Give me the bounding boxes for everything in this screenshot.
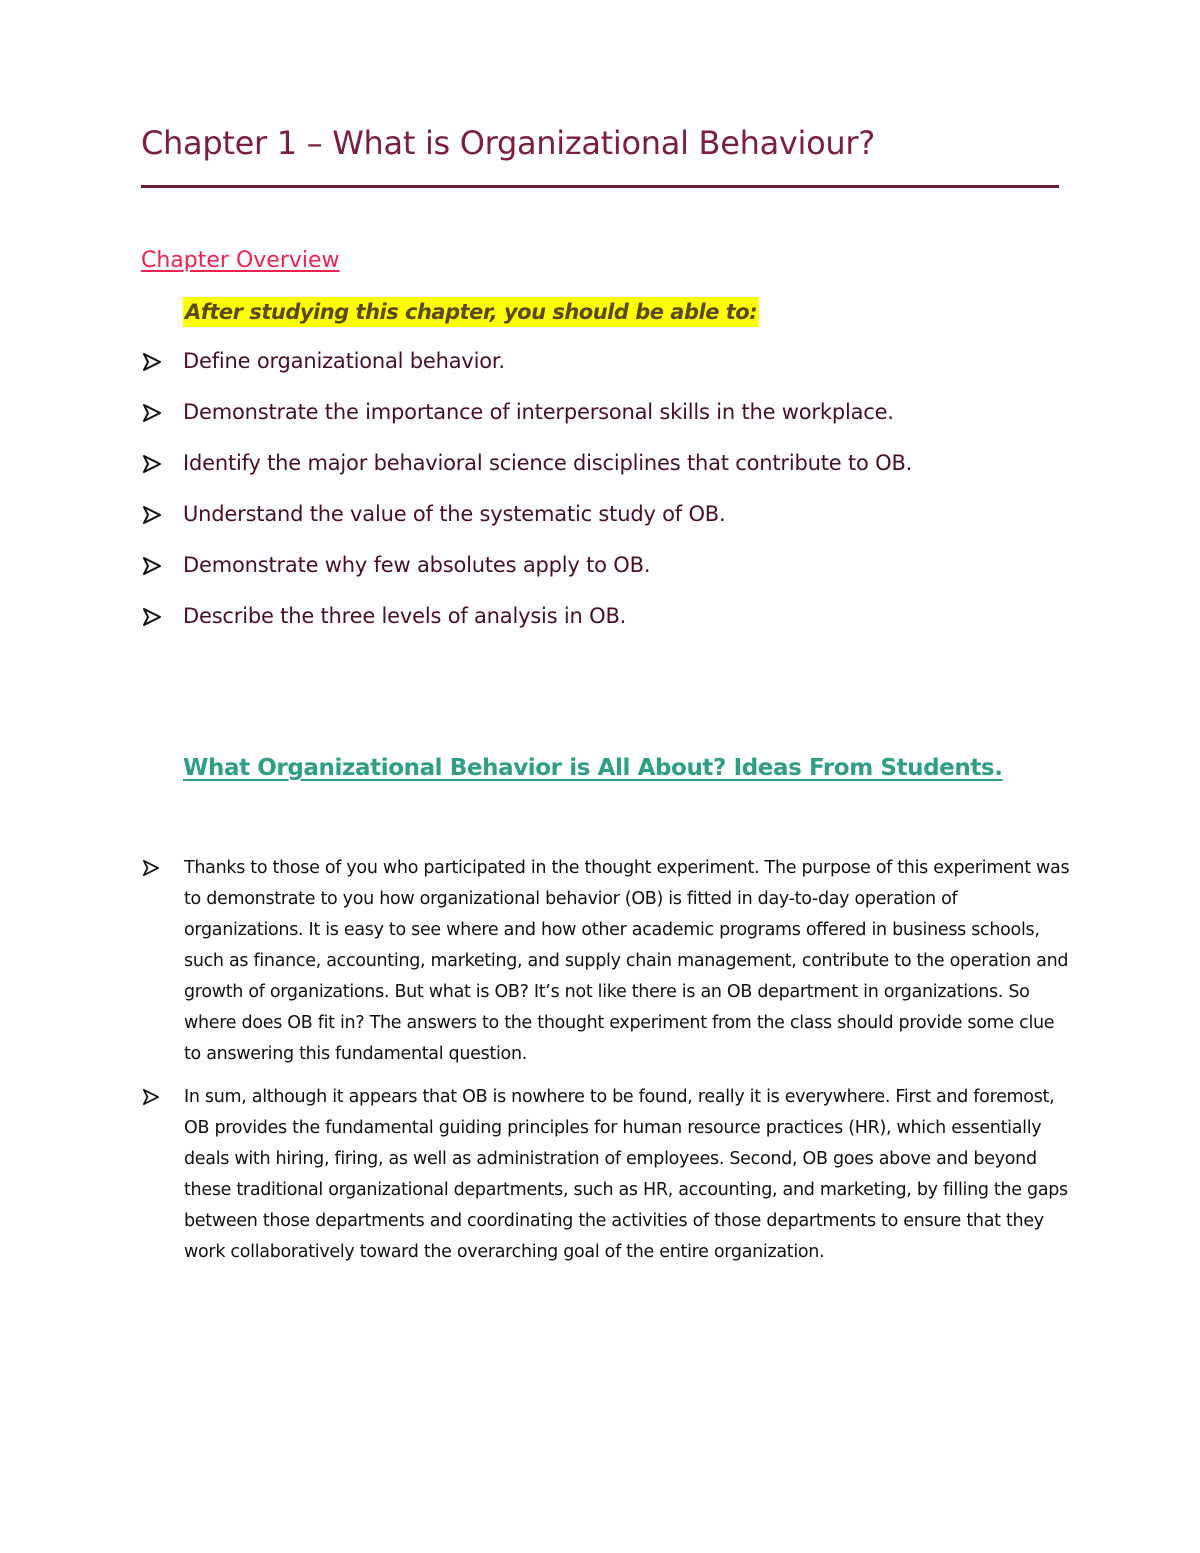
paragraph-text: In sum, although it appears that OB is nowhere to be found, really it is everywhere. First and foremost, OB provides the fundamental guiding principles for human resource practices (HR), which essentially deals with hiring, firing, as well as administration of employees. Second, OB goes above and beyond these traditional organizational departments, such as HR, accounting, and marketing, by filling the gaps between those departments and coordinating the activities of those departments to ensure that they work collaboratively toward the overarching goal of the entire organization. (184, 1087, 1068, 1262)
objective-text: Demonstrate why few absolutes apply to OB. (183, 553, 651, 577)
objective-text: Understand the value of the systematic study of OB. (183, 502, 726, 526)
page-title: Chapter 1 – What is Organizational Behaviour? (141, 124, 875, 162)
arrowhead-bullet-icon (143, 557, 161, 575)
arrowhead-bullet-icon (143, 353, 161, 371)
objective-text: Describe the three levels of analysis in OB. (183, 604, 627, 628)
objective-text: Define organizational behavior. (183, 349, 505, 373)
chapter-overview-heading: Chapter Overview (141, 248, 340, 273)
section-heading: What Organizational Behavior is All About? Ideas From Students. (183, 755, 1003, 781)
arrowhead-bullet-icon (143, 1089, 159, 1105)
objective-text: Demonstrate the importance of interpersonal skills in the workplace. (183, 400, 894, 424)
objective-text: Identify the major behavioral science disciplines that contribute to OB. (183, 451, 913, 475)
arrowhead-bullet-icon (143, 608, 161, 626)
paragraph-item (141, 1082, 1071, 1268)
paragraph-text: Thanks to those of you who participated in the thought experiment. The purpose of this experiment was to demonstrate to you how organizational behavior (OB) is fitted in day-to-day operation of organizations. It is easy to see where and how other academic programs offered in business schools, such as finance, accounting, marketing, and supply chain management, contribute to the operation and growth of organizations. But what is OB? It’s not like there is an OB department in organizations. So where does OB fit in? The answers to the thought experiment from the class should provide some clue to answering this fundamental question. (184, 858, 1070, 1064)
arrowhead-bullet-icon (143, 506, 161, 524)
paragraph-item (141, 853, 1071, 1070)
arrowhead-bullet-icon (143, 404, 161, 422)
discussion-paragraphs (141, 853, 1071, 1280)
objectives-intro: After studying this chapter, you should be able to: (183, 297, 759, 327)
arrowhead-bullet-icon (143, 860, 159, 876)
title-divider (141, 185, 1059, 188)
arrowhead-bullet-icon (143, 455, 161, 473)
